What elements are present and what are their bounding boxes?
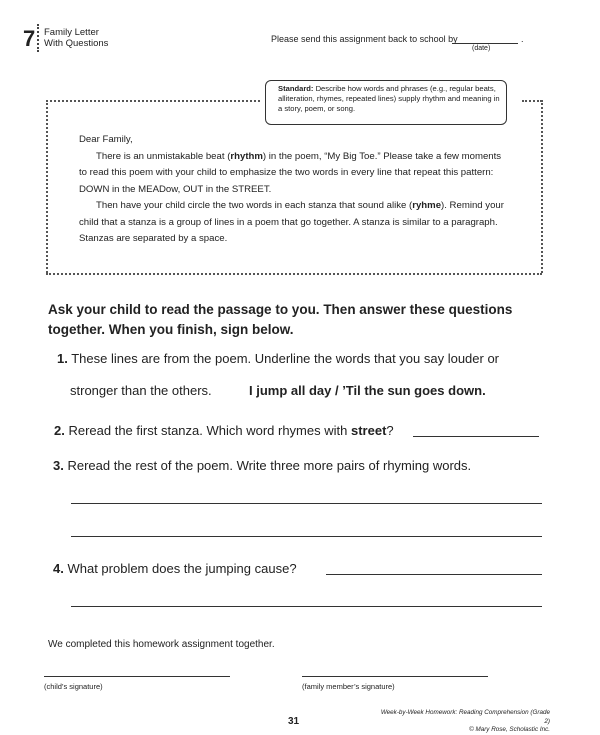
standard-text: Describe how words and phrases (e.g., regular beats, alliteration, rhymes, repeated lines) supply rhythm and meaning in a story, poem, or song. xyxy=(278,84,500,113)
letter-p2-bold: ryhme xyxy=(412,200,442,211)
letter-p1-text-a: There is an unmistakable beat ( xyxy=(96,150,231,162)
question-1 xyxy=(57,351,499,366)
letter-p2-text-b: ). Remind your child that a stanza is a group of lines in a poem that go together. A stanza is similar to a paragraph. Stanzas are separated by a space. xyxy=(79,200,504,244)
letter-greeting: Dear Family, xyxy=(79,134,133,145)
letter-frame-bottom xyxy=(46,273,542,275)
letter-frame-top-right xyxy=(522,100,542,102)
letter-frame-left xyxy=(46,100,48,273)
lesson-title-line1: Family Letter xyxy=(44,27,99,38)
send-back-period: . xyxy=(521,34,524,44)
lesson-title-line2: With Questions xyxy=(44,38,109,49)
question-1-text-cont: stronger than the others. xyxy=(70,383,212,398)
header-divider xyxy=(37,24,39,52)
family-letter xyxy=(79,132,509,248)
question-3-text: Reread the rest of the poem. Write three more pairs of rhyming words. xyxy=(67,458,472,473)
standard-label: Standard: xyxy=(278,84,314,93)
question-3 xyxy=(53,458,471,473)
letter-p1-text-b: ) in the poem, “My Big Toe.” Please take a few moments to read this poem with your child to emphasize the two words in every line that repeat this pattern: DOWN in the MEADow, OUT in the STREET. xyxy=(79,150,502,195)
family-signature-line[interactable] xyxy=(302,676,488,677)
question-4-answer-line[interactable] xyxy=(326,574,542,575)
question-1-quote[interactable]: I jump all day / ’Til the sun goes down. xyxy=(249,383,486,398)
letter-p1-bold: rhythm xyxy=(230,150,263,162)
question-1-text: These lines are from the poem. Underline the words that you say louder or xyxy=(71,351,500,366)
completed-statement: We completed this homework assignment together. xyxy=(48,639,275,650)
child-signature-label: (child’s signature) xyxy=(44,682,103,691)
question-1-number: 1. xyxy=(57,351,68,366)
date-blank-line[interactable] xyxy=(452,43,518,44)
question-2-end: ? xyxy=(386,423,394,438)
letter-frame-top-left xyxy=(46,100,260,102)
credit xyxy=(380,709,550,735)
credit-line-2: © Mary Rose, Scholastic Inc. xyxy=(469,726,550,733)
letter-paragraph-1 xyxy=(79,149,509,199)
lesson-number: 7 xyxy=(23,26,36,51)
question-3-answer-line-1[interactable] xyxy=(71,503,542,504)
question-2-bold-word: street xyxy=(350,423,387,438)
question-4-text: What problem does the jumping cause? xyxy=(67,561,297,576)
question-3-answer-line-2[interactable] xyxy=(71,536,542,537)
question-4 xyxy=(53,561,297,576)
standard-box xyxy=(265,80,507,125)
letter-p2-text-a: Then have your child circle the two words in each stanza that sound alike ( xyxy=(96,200,413,211)
question-3-number: 3. xyxy=(53,458,64,473)
letter-paragraph-2 xyxy=(79,198,509,248)
child-signature-line[interactable] xyxy=(44,676,230,677)
letter-frame-right xyxy=(541,100,543,273)
date-label: (date) xyxy=(472,45,491,52)
question-2 xyxy=(54,423,394,438)
lesson-title xyxy=(44,27,108,49)
family-signature-label: (family member’s signature) xyxy=(302,682,395,691)
page-number: 31 xyxy=(288,716,300,727)
instructions: Ask your child to read the passage to you. Then answer these questions together. When you finish, sign below. xyxy=(48,302,513,337)
send-back-text: Please send this assignment back to school by xyxy=(271,34,458,44)
question-2-number: 2. xyxy=(54,423,65,438)
question-2-text: Reread the first stanza. Which word rhymes with xyxy=(68,423,348,438)
question-2-answer-line[interactable] xyxy=(413,436,539,437)
question-4-number: 4. xyxy=(53,561,64,576)
credit-line-1: Week-by-Week Homework: Reading Comprehension (Grade 2) xyxy=(380,709,550,725)
question-4-answer-line-2[interactable] xyxy=(71,606,542,607)
